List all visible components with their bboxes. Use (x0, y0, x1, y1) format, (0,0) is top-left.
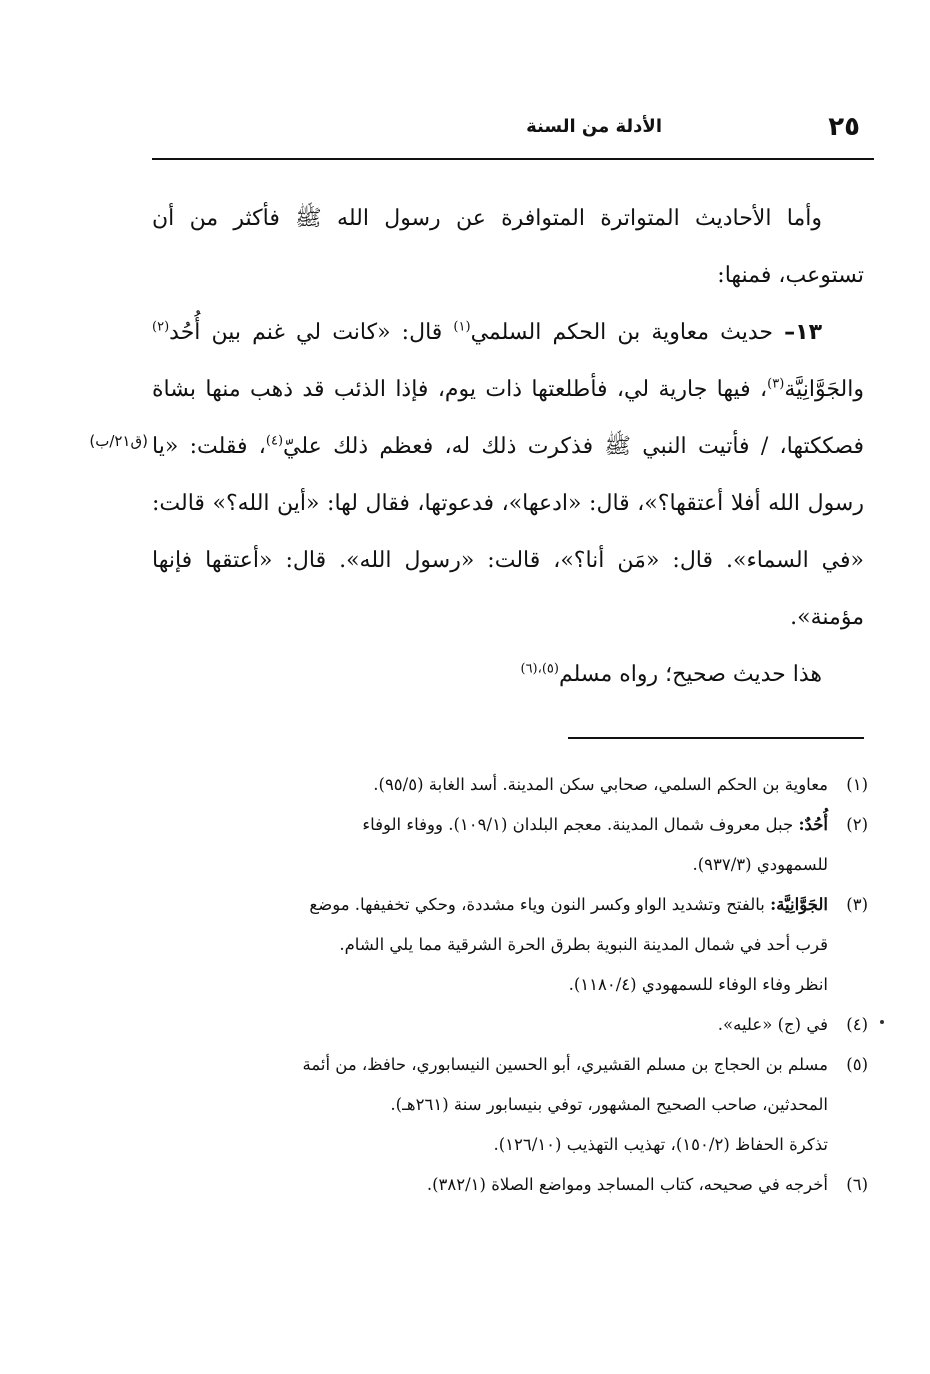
footnote-line: جبل معروف شمال المدينة. معجم البلدان (١٠٩/١). ووفاء الوفاء (362, 815, 794, 834)
closing-paragraph (152, 646, 864, 703)
footnote-item (152, 1005, 868, 1045)
footnote-ref-3[interactable]: (٣) (767, 376, 785, 392)
footnote-item (152, 1165, 868, 1205)
hadith-text-part: قال: «كانت لي غنم بين أُحُد (169, 320, 443, 345)
footnote-term: أُحُدٌ: (798, 815, 828, 834)
footnote-ref-5-6[interactable]: (٥)،(٦) (520, 661, 559, 677)
hadith-paragraph (152, 304, 864, 646)
footnote-ref-1[interactable]: (١) (453, 319, 471, 335)
footnote-line: مسلم بن الحجاج بن مسلم القشيري، أبو الحسين النيسابوري، حافظ، من أئمة (302, 1055, 828, 1074)
footnote-line: تذكرة الحفاظ (١٥٠/٢)، تهذيب التهذيب (١٢٦/١٠). (493, 1135, 828, 1154)
page-number: ٢٥ (828, 112, 860, 142)
manuscript-folio-marker: (ق٢١/ب) (89, 432, 148, 450)
hadith-text-part: ، فيها جارية لي، فأطلعتها ذات يوم، فإذا الذئب قد ذهب منها بشاة فصككتها، / فأتيت النبي ﷺ فذكرت ذلك له، فعظم ذلك عليّ (152, 377, 864, 459)
page-header (152, 108, 872, 150)
footnote-item (152, 765, 868, 805)
header-rule (152, 158, 874, 160)
footnotes-divider (568, 737, 864, 739)
scan-speck (880, 1020, 884, 1024)
intro-paragraph: وأما الأحاديث المتواترة المتوافرة عن رسول الله ﷺ فأكثر من أن تستوعب، فمنها: (152, 206, 864, 288)
footnote-item (152, 1045, 868, 1165)
hadith-text-part: ، فقلت: «يا رسول الله أفلا أعتقها؟»، قال: «ادعها»، فدعوتها، فقال لها: «أين الله؟» قالت: «في السماء». قال: «مَن أنا؟»، قالت: «رسول الله». قال: «أعتقها فإنها مؤمنة». (152, 434, 864, 630)
footnote-number: (٢) (846, 815, 868, 834)
footnote-line: معاوية بن الحكم السلمي، صحابي سكن المدينة. أسد الغابة (٩٥/٥). (373, 775, 828, 794)
footnote-number: (١) (846, 775, 868, 794)
footnote-line: في (ج) «عليه». (717, 1015, 828, 1034)
footnote-number: (٣) (846, 895, 868, 914)
footnote-number: (٥) (846, 1055, 868, 1074)
hadith-text-part: حديث معاوية بن الحكم السلمي (470, 320, 774, 345)
footnote-line: بالفتح وتشديد الواو وكسر النون وياء مشددة، وحكي تخفيفها. موضع (309, 895, 765, 914)
footnotes (152, 765, 868, 1205)
footnote-item (152, 805, 868, 885)
footnote-line: أخرجه في صحيحه، كتاب المساجد ومواضع الصلاة (٣٨٢/١). (426, 1175, 828, 1194)
closing-text: هذا حديث صحيح؛ رواه مسلم (558, 662, 822, 687)
hadith-text-part: والجَوَّانِيَّة (784, 377, 864, 402)
footnote-line: انظر وفاء الوفاء للسمهودي (١١٨٠/٤). (568, 975, 828, 994)
footnote-ref-2[interactable]: (٢) (152, 319, 170, 335)
hadith-number: ١٣– (784, 320, 822, 345)
running-title: الأدلة من السنة (526, 116, 662, 137)
footnote-line: المحدثين، صاحب الصحيح المشهور، توفي بنيسابور سنة (٢٦١هـ). (390, 1095, 828, 1114)
footnote-line: للسمهودي (٩٣٧/٣). (692, 855, 828, 874)
footnote-term: الجَوَّانِيَّة: (770, 895, 828, 914)
footnote-number: (٤) (846, 1015, 868, 1034)
main-text (152, 190, 864, 703)
footnote-number: (٦) (846, 1175, 868, 1194)
footnote-line: قرب أحد في شمال المدينة النبوية بطرق الحرة الشرقية مما يلي الشام. (339, 935, 828, 954)
footnote-ref-4[interactable]: (٤) (265, 433, 284, 449)
footnote-item (152, 885, 868, 1005)
